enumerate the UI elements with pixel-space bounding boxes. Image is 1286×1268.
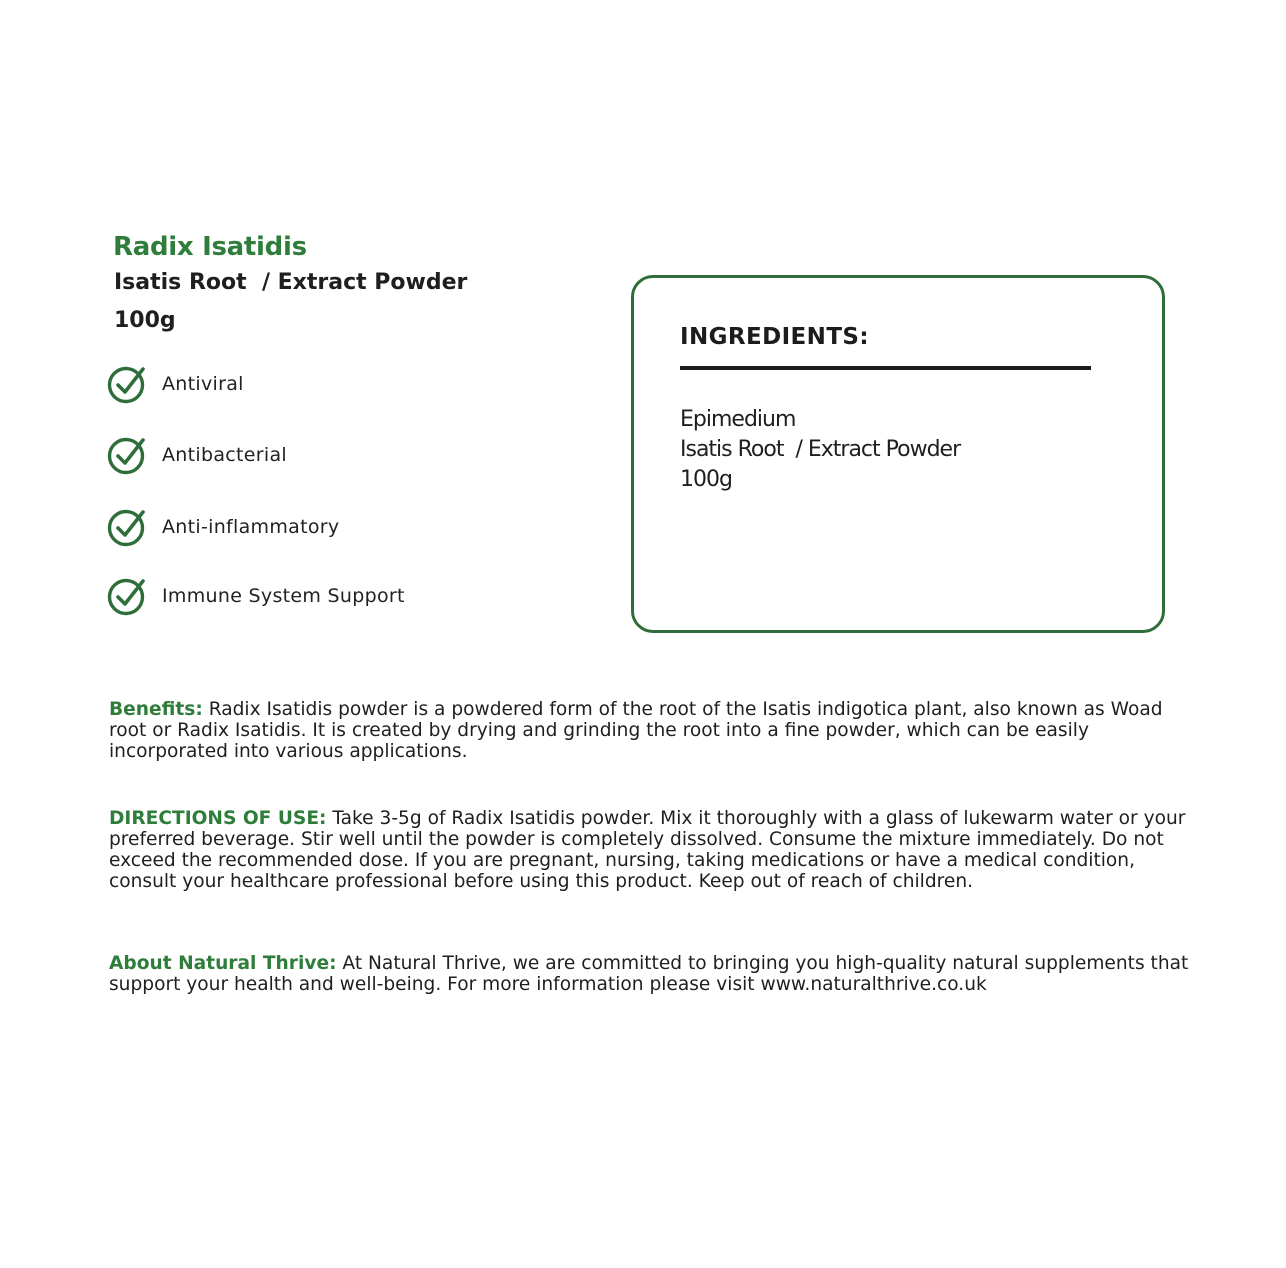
directions-paragraph (109, 808, 1189, 892)
ingredients-list (680, 405, 960, 495)
benefits-paragraph (109, 699, 1189, 762)
benefit-label: Anti-inflammatory (162, 516, 340, 538)
about-text: At Natural Thrive, we are committed to bringing you high-quality natural supplements that support your health and well-being. For more information please visit www.naturalthrive.co.uk (109, 953, 1189, 995)
check-circle-icon (106, 576, 148, 616)
directions-label: DIRECTIONS OF USE: (109, 808, 327, 829)
about-label: About Natural Thrive: (109, 953, 337, 974)
benefit-label: Antibacterial (162, 444, 287, 466)
check-circle-icon (106, 507, 148, 547)
benefit-label: Immune System Support (162, 585, 405, 607)
benefit-item (106, 576, 405, 616)
benefits-label: Benefits: (109, 699, 203, 720)
ingredients-divider (680, 366, 1091, 370)
check-circle-icon (106, 364, 148, 404)
ingredient-line: 100g (680, 467, 732, 492)
ingredient-line: Epimedium (680, 407, 796, 432)
benefit-item (106, 364, 244, 404)
ingredients-panel (631, 275, 1165, 633)
ingredient-line: Isatis Root / Extract Powder (680, 437, 961, 462)
ingredients-heading: INGREDIENTS: (680, 324, 869, 350)
product-subtitle: Isatis Root / Extract Powder (114, 270, 468, 295)
benefits-text: Radix Isatidis powder is a powdered form of the root of the Isatis indigotica plant, also known as Woad root or Radix Isatidis. It is created by drying and grinding the root into a fine powder, which can be easily incorporated into various applications. (109, 699, 1163, 762)
directions-text: Take 3-5g of Radix Isatidis powder. Mix it thoroughly with a glass of lukewarm water or your preferred beverage. Stir well until the powder is completely dissolved. Consume the mixture immediately. Do not exceed the recommended dose. If you are pregnant, nursing, taking medications or have a medical condition, consult your healthcare professional before using this product. Keep out of reach of children. (109, 808, 1186, 892)
product-title: Radix Isatidis (113, 232, 307, 262)
benefit-label: Antiviral (162, 373, 244, 395)
benefit-item (106, 435, 287, 475)
about-paragraph (109, 953, 1189, 995)
product-weight: 100g (114, 308, 176, 333)
check-circle-icon (106, 435, 148, 475)
benefit-item (106, 507, 339, 547)
